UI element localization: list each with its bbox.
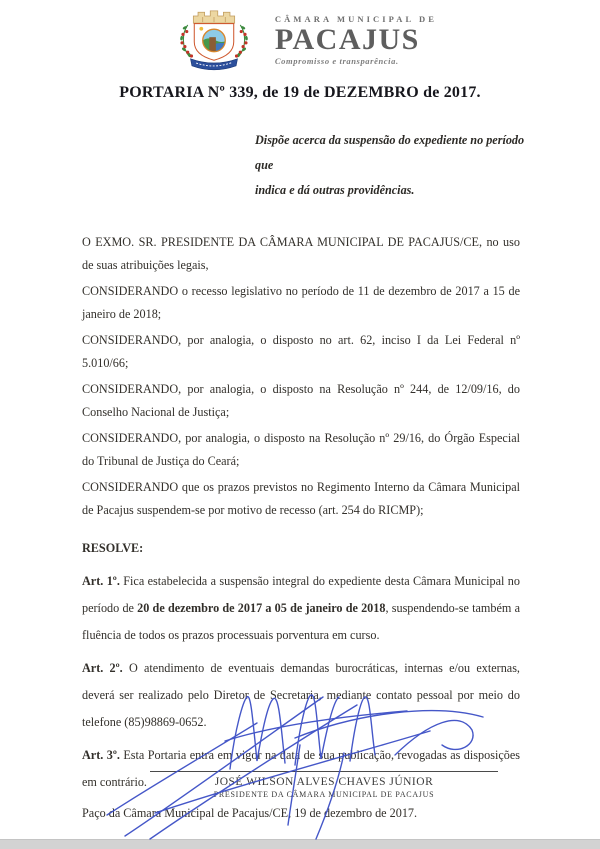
crest-crown (193, 11, 234, 23)
org-name-label: PACAJUS (274, 22, 420, 56)
signer-name: JOSÉ WILSON ALVES CHAVES JÚNIOR (214, 776, 434, 788)
org-tagline: Compromisso e transparência. (274, 55, 399, 66)
article-1-text-b: , suspendendo-se também a fluência de todos os prazos processuais porventura em curso. (82, 601, 520, 642)
document-title: PORTARIA Nº 339, de 19 de DEZEMBRO de 2017. (119, 84, 481, 101)
crest-branch-right (235, 25, 248, 58)
article-2-text: O atendimento de eventuais demandas burocráticas, internas e/ou externas, deverá ser realizado pelo Diretor de Secretaria, mediante contato pessoal por meio do telefone (85)98869-0652. (82, 661, 520, 729)
closing-line: Paço da Câmara Municipal de Pacajus/CE, 19 de dezembro de 2017. (82, 806, 418, 820)
org-small-label: CÂMARA MUNICIPAL DE (274, 14, 438, 24)
epigraph-line-1: Dispõe acerca da suspensão do expediente no período que (255, 133, 525, 172)
article-2-label: Art. 2º. (82, 661, 123, 675)
considerando-4: CONSIDERANDO, por analogia, o disposto na Resolução nº 29/16, do Órgão Especial do Tribunal de Justiça do Ceará; (82, 431, 520, 468)
resolve-heading: RESOLVE: (82, 541, 144, 555)
article-1-period-bold: 20 de dezembro de 2017 a 05 de janeiro de 2018 (137, 601, 386, 615)
preamble: O EXMO. SR. PRESIDENTE DA CÂMARA MUNICIPAL DE PACAJUS/CE, no uso de suas atribuições legais, (82, 235, 520, 272)
org-wordmark (275, 15, 437, 65)
signer-role: PRESIDENTE DA CÂMARA MUNICIPAL DE PACAJUS (213, 790, 435, 799)
coat-of-arms-icon (163, 9, 265, 71)
handwritten-signature (95, 683, 515, 843)
article-3-label: Art. 3º. (82, 748, 120, 762)
epigraph-line-2: indica e dá outras providências. (255, 183, 415, 197)
article-1-text-a: Fica estabelecida a suspensão integral do expediente desta Câmara Municipal no período de (82, 574, 520, 615)
considerando-2: CONSIDERANDO, por analogia, o disposto no art. 62, inciso I da Lei Federal nº 5.010/66; (82, 333, 520, 370)
epigraph (255, 128, 535, 203)
crest-branch-left (180, 25, 193, 58)
letterhead (0, 0, 600, 72)
considerando-5: CONSIDERANDO que os prazos previstos no Regimento Interno da Câmara Municipal de Pacajus suspendem-se por motivo de recesso (art. 254 do RICMP); (82, 480, 520, 517)
article-1 (82, 568, 520, 649)
article-1-label: Art. 1º. (82, 574, 120, 588)
article-3-text: Esta Portaria entra em vigor na data de sua publicação, revogadas as disposições em contrário. (82, 748, 521, 789)
considerando-1: CONSIDERANDO o recesso legislativo no período de 11 de dezembro de 2017 a 15 de janeiro de 2018; (82, 284, 520, 321)
crest-sun (199, 27, 203, 31)
considerando-3: CONSIDERANDO, por analogia, o disposto na Resolução nº 244, de 12/09/16, do Conselho Nacional de Justiça; (82, 382, 520, 419)
